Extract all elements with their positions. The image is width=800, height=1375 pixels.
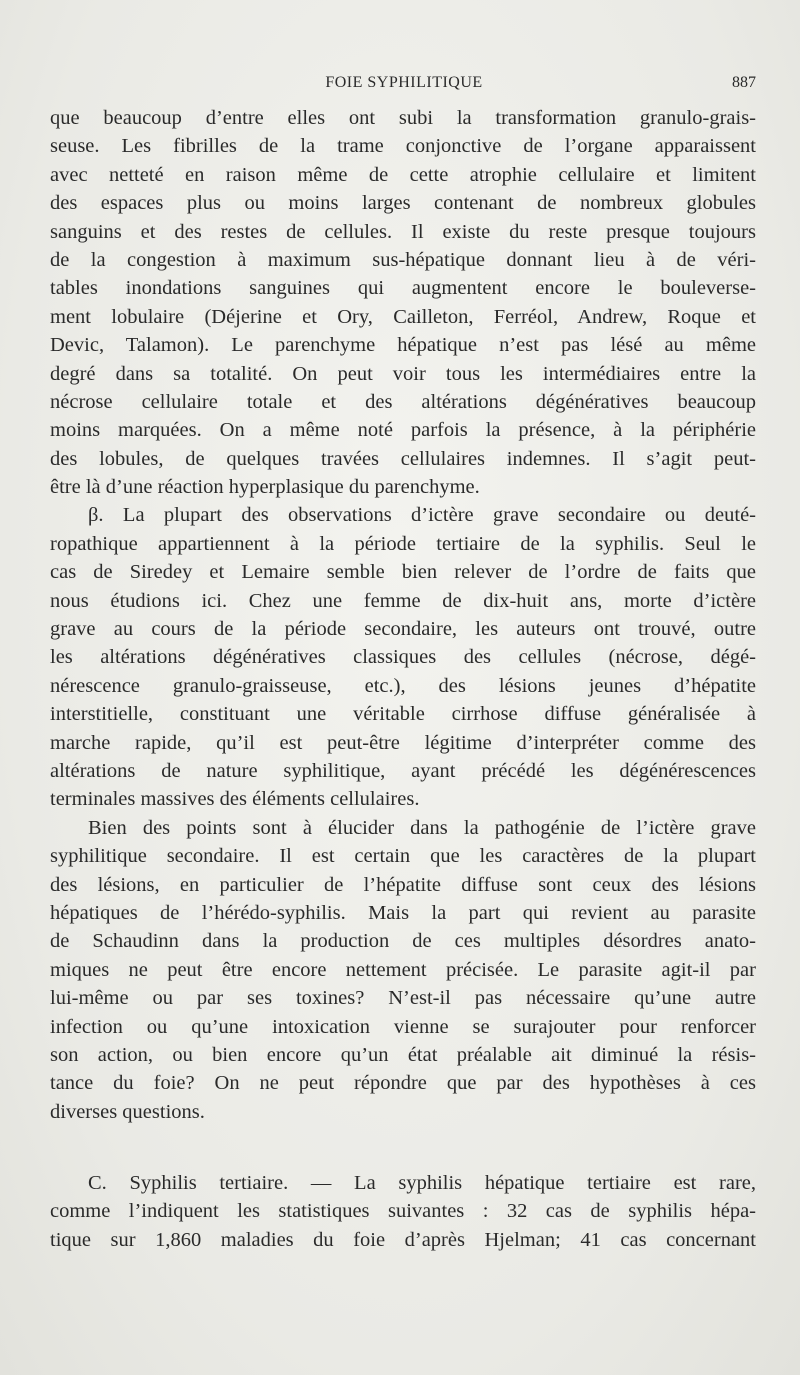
text-line: sanguins et des restes de cellules. Il existe du reste presque toujours	[50, 220, 756, 243]
text-line: ment lobulaire (Déjerine et Ory, Cailleton, Ferréol, Andrew, Roque et	[50, 305, 756, 328]
body-text	[50, 104, 756, 1254]
text-line: marche rapide, qu’il est peut-être légitime d’interpréter comme des	[50, 731, 756, 754]
text-line: C. Syphilis tertiaire. — La syphilis hépatique tertiaire est rare,	[88, 1172, 756, 1195]
text-line: nécrose cellulaire totale et des altérations dégénératives beaucoup	[50, 390, 756, 413]
paragraph-2	[50, 501, 756, 813]
text-line: infection ou qu’une intoxication vienne se surajouter pour renforcer	[50, 1015, 756, 1038]
text-line: altérations de nature syphilitique, ayant précédé les dégénérescences	[50, 759, 756, 782]
text-line: des espaces plus ou moins larges contenant de nombreux globules	[50, 192, 756, 215]
text-line: terminales massives des éléments cellulaires.	[50, 788, 420, 811]
text-line: comme l’indiquent les statistiques suivantes : 32 cas de syphilis hépa-	[50, 1200, 756, 1223]
text-line: moins marquées. On a même noté parfois la présence, à la périphérie	[50, 419, 756, 442]
section-gap	[50, 1126, 756, 1169]
paragraph-3	[50, 814, 756, 1126]
text-line: tique sur 1,860 maladies du foie d’après Hjelman; 41 cas concernant	[50, 1228, 756, 1251]
text-line: miques ne peut être encore nettement précisée. Le parasite agit-il par	[50, 958, 756, 981]
text-line: syphilitique secondaire. Il est certain que les caractères de la plupart	[50, 845, 756, 868]
text-line: hépatiques de l’hérédo-syphilis. Mais la part qui revient au parasite	[50, 901, 756, 924]
text-line: les altérations dégénératives classiques des cellules (nécrose, dégé-	[50, 646, 756, 669]
text-line: diverses questions.	[50, 1100, 205, 1123]
text-line: avec netteté en raison même de cette atrophie cellulaire et limitent	[50, 163, 756, 186]
text-line: Bien des points sont à élucider dans la pathogénie de l’ictère grave	[88, 816, 756, 839]
text-line: ropathique appartiennent à la période tertiaire de la syphilis. Seul le	[50, 532, 756, 555]
text-line: Devic, Talamon). Le parenchyme hépatique n’est pas lésé au même	[50, 334, 756, 357]
text-line: de la congestion à maximum sus-hépatique donnant lieu à de véri-	[50, 248, 756, 271]
text-line: grave au cours de la période secondaire, les auteurs ont trouvé, outre	[50, 618, 756, 641]
text-line: seuse. Les fibrilles de la trame conjonctive de l’organe apparaissent	[50, 135, 756, 158]
text-line: cas de Siredey et Lemaire semble bien relever de l’ordre de faits que	[50, 561, 756, 584]
text-line: degré dans sa totalité. On peut voir tous les intermédiaires entre la	[50, 362, 756, 385]
text-line: tance du foie? On ne peut répondre que par des hypothèses à ces	[50, 1072, 756, 1095]
text-line: que beaucoup d’entre elles ont subi la transformation granulo-grais-	[50, 107, 756, 129]
text-line: nérescence granulo-graisseuse, etc.), des lésions jeunes d’hépatite	[50, 674, 756, 697]
text-line: β. La plupart des observations d’ictère grave secondaire ou deuté-	[88, 504, 756, 527]
text-line: lui-même ou par ses toxines? N’est-il pas nécessaire qu’une autre	[50, 987, 756, 1010]
paragraph-4	[50, 1169, 756, 1254]
text-line: des lobules, de quelques travées cellulaires indemnes. Il s’agit peut-	[50, 447, 756, 470]
text-line: nous étudions ici. Chez une femme de dix-huit ans, morte d’ictère	[50, 589, 756, 612]
paragraph-1	[50, 104, 756, 501]
text-line: de Schaudinn dans la production de ces multiples désordres anato-	[50, 930, 756, 953]
text-line: tables inondations sanguines qui augmentent encore le bouleverse-	[50, 277, 756, 300]
text-line: interstitielle, constituant une véritable cirrhose diffuse généralisée à	[50, 703, 756, 726]
text-line: son action, ou bien encore qu’un état préalable ait diminué la résis-	[50, 1043, 756, 1066]
text-line: des lésions, en particulier de l’hépatite diffuse sont ceux des lésions	[50, 873, 756, 896]
text-line: être là d’une réaction hyperplasique du parenchyme.	[50, 476, 480, 499]
running-head-title: FOIE SYPHILITIQUE	[325, 74, 483, 91]
page-number: 887	[732, 74, 756, 91]
running-head	[48, 66, 760, 96]
